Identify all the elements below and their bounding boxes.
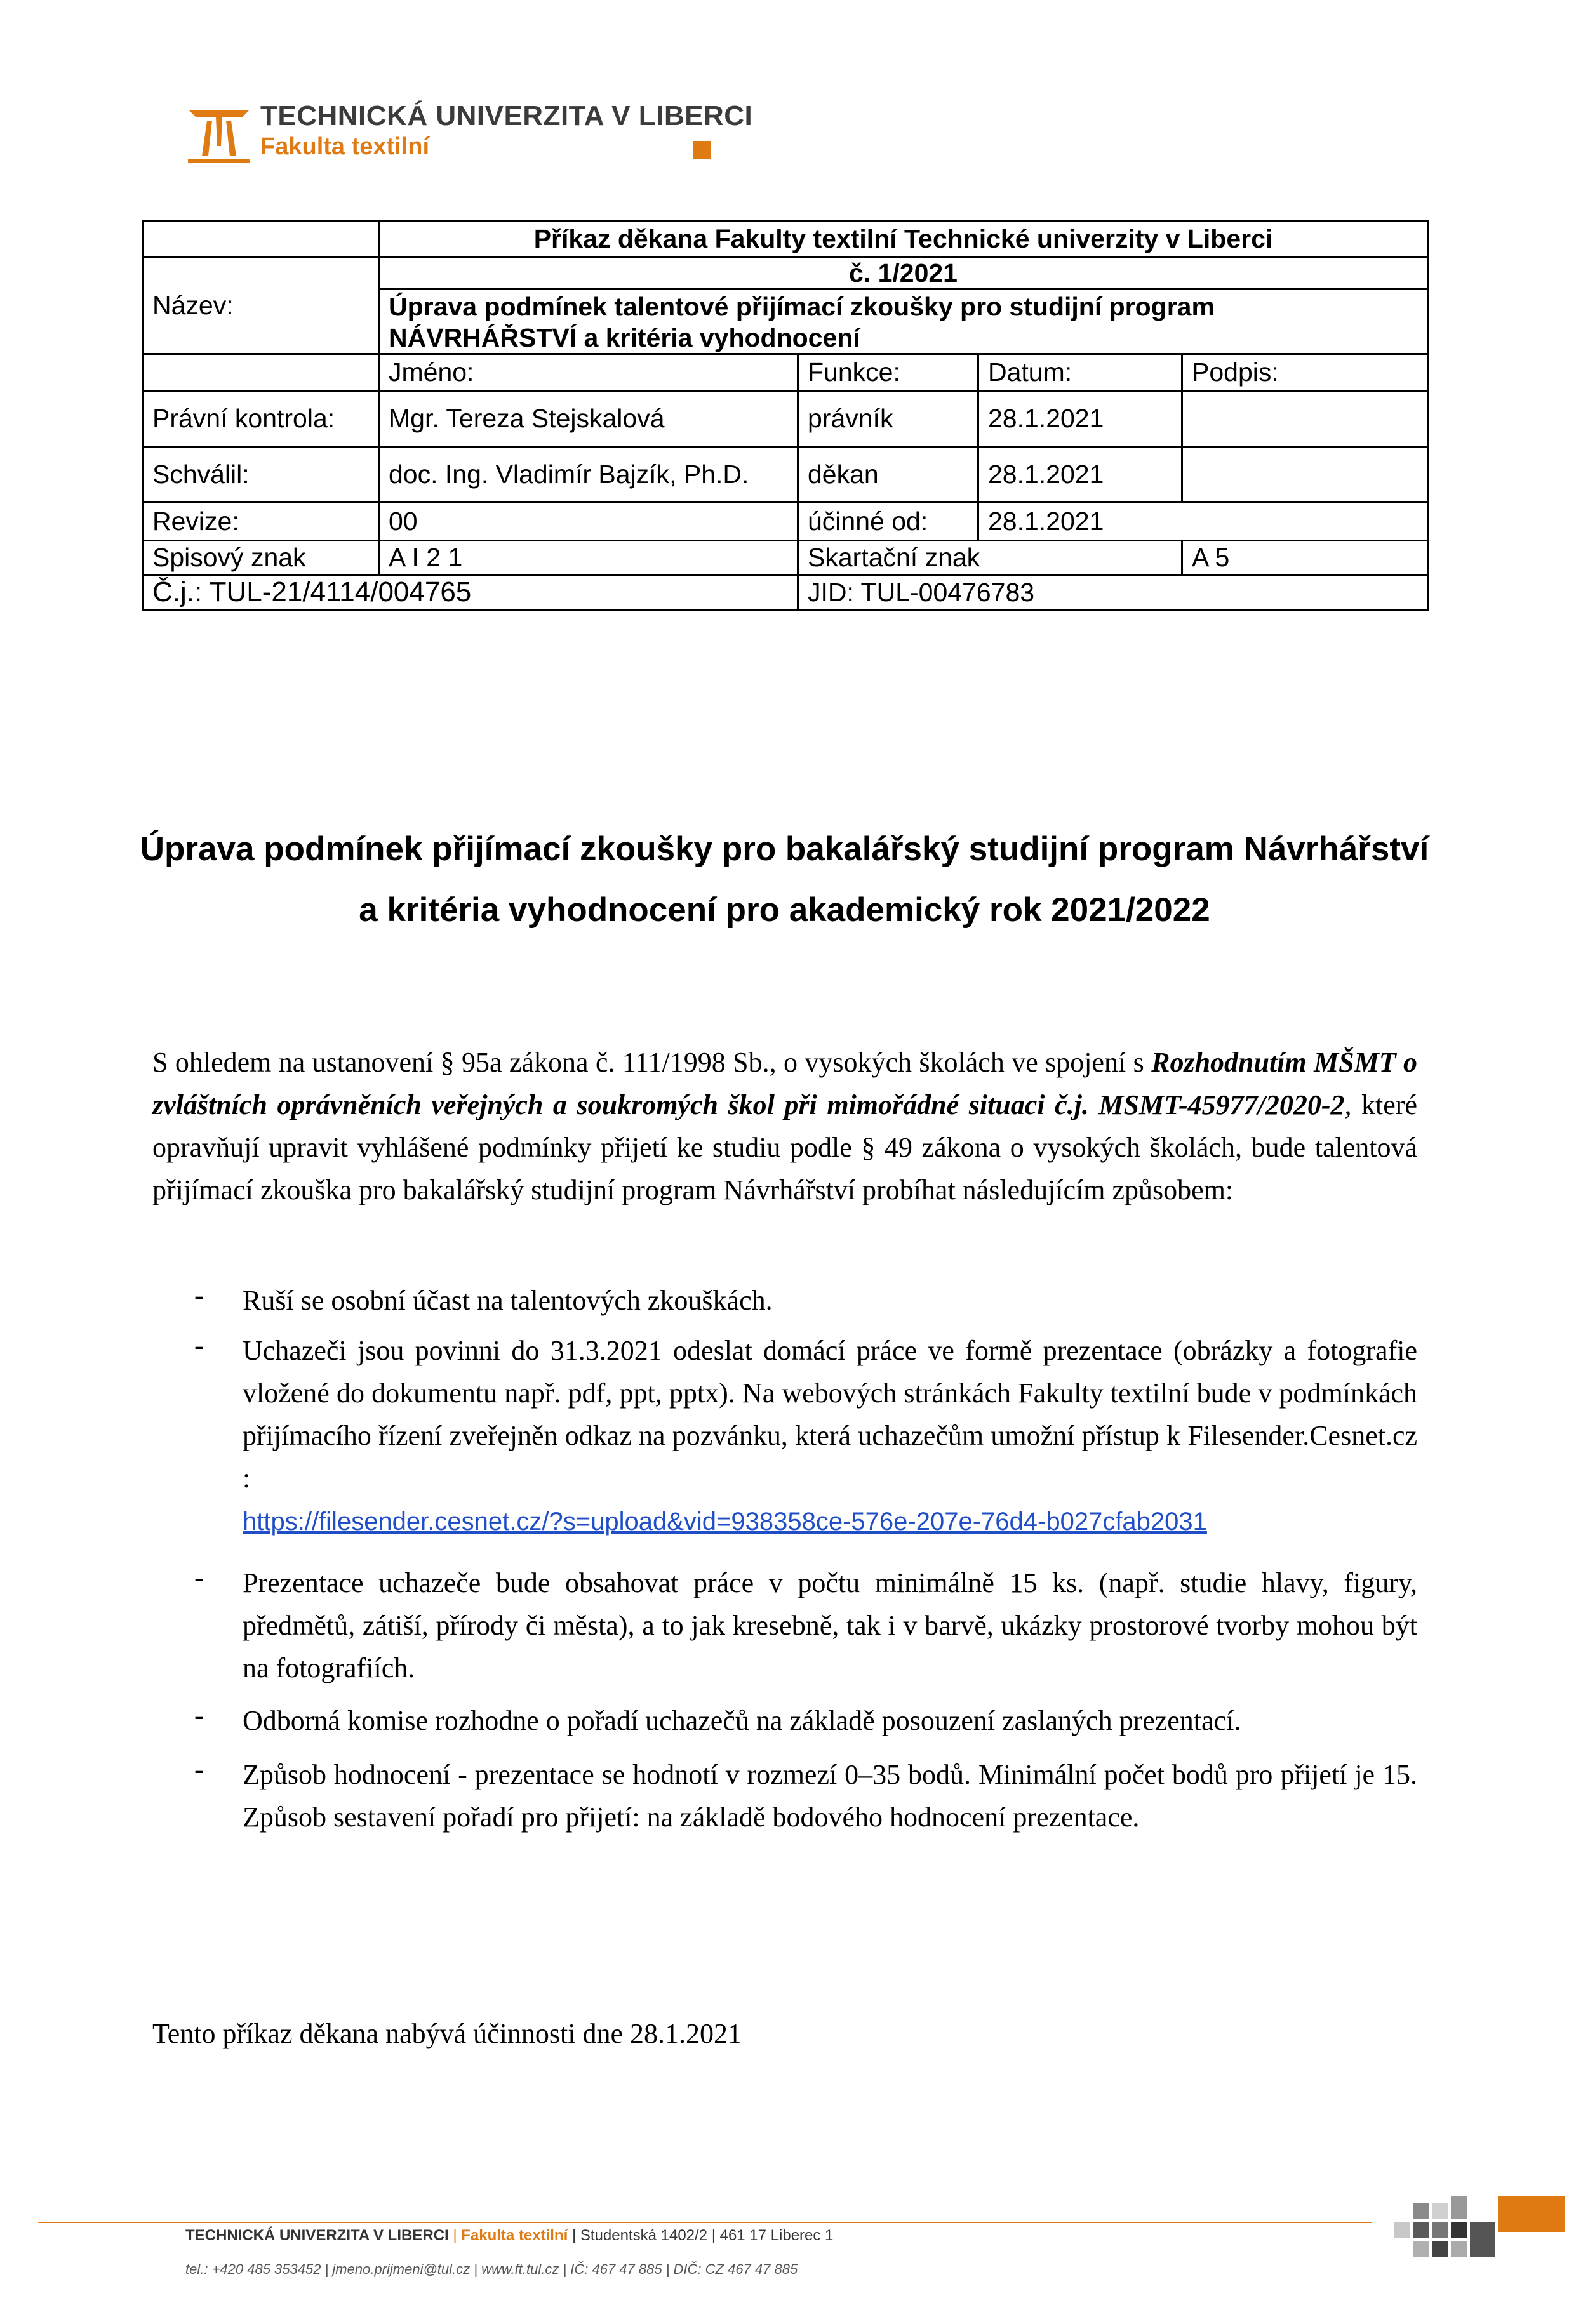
spisovy-value: A I 2 1 [379, 541, 798, 575]
col-jmeno: Jméno: [379, 354, 798, 391]
effective-date-statement: Tento příkaz děkana nabývá účinnosti dne 28.1.2021 [152, 2018, 742, 2049]
document-meta-table [142, 220, 1429, 611]
bullet-dash: - [194, 1562, 204, 1593]
footer-address: | Studentská 1402/2 | 461 17 Liberec 1 [568, 2227, 834, 2244]
bullet-item: Způsob hodnocení - prezentace se hodnotí v rozmezí 0–35 bodů. Minimální počet bodů pro přijetí je 15. Způsob sestavení pořadí pro přijetí: na základě bodového hodnocení prezentace. [243, 1759, 1417, 1833]
pravni-podpis [1182, 391, 1428, 447]
intro-text-b: , které opravňují upravit vyhlášené podmínky přijetí ke studiu podle § 49 zákona o vysokých školách, bude talentová přijímací zkouška pro bakalářský studijní program Návrhářství probíhat následujícím způsobem: [152, 1089, 1417, 1205]
pravni-jmeno: Mgr. Tereza Stejskalová [379, 391, 798, 447]
schvalil-funkce: děkan [798, 447, 978, 503]
jid-number: JID: TUL-00476783 [798, 575, 1428, 611]
nazev-label: Název: [143, 258, 379, 354]
spisovy-label: Spisový znak [143, 541, 379, 575]
footer-divider [38, 2222, 1372, 2223]
bullet-item: Uchazeči jsou povinni do 31.3.2021 odeslat domácí práce ve formě prezentace (obrázky a fotografie vložené do dokumentu např. pdf, ppt, pptx). Na webových stránkách Fakulty textilní bude v podmínkách přijímacího řízení zveřejněn odkaz na pozvánku, která uchazečům umožní přístup k Filesender.Cesnet.cz : [243, 1335, 1417, 1494]
ucinne-value: 28.1.2021 [978, 503, 1428, 541]
schvalil-jmeno: doc. Ing. Vladimír Bajzík, Ph.D. [379, 447, 798, 503]
bullet-dash: - [194, 1330, 204, 1361]
bullet-item: Odborná komise rozhodne o pořadí uchazečů na základě posouzení zaslaných prezentací. [243, 1705, 1241, 1736]
intro-text-a: S ohledem na ustanovení § 95a zákona č. 111/1998 Sb., o vysokých školách ve spojení s [152, 1047, 1152, 1078]
bullet-dash: - [194, 1754, 204, 1785]
university-logo [184, 102, 254, 165]
footer-contacts: tel.: +420 485 353452 | jmeno.prijmeni@tul.cz | www.ft.tul.cz | IČ: 467 47 885 | DIČ: CZ 467 47 885 [185, 2261, 798, 2277]
pravni-datum: 28.1.2021 [978, 391, 1182, 447]
skartacni-value: A 5 [1182, 541, 1428, 575]
bullet-item: Ruší se osobní účast na talentových zkouškách. [243, 1285, 773, 1316]
schvalil-label: Schválil: [143, 447, 379, 503]
schvalil-datum: 28.1.2021 [978, 447, 1182, 503]
footer-separator: | [448, 2227, 462, 2244]
nazev-value-line1: Úprava podmínek talentové přijímací zkoušky pro studijní program [379, 289, 1428, 324]
empty-cell [143, 354, 379, 391]
filesender-link[interactable]: https://filesender.cesnet.cz/?s=upload&vid=938358ce-576e-207e-76d4-b027cfab2031 [243, 1508, 1207, 1536]
revize-label: Revize: [143, 503, 379, 541]
bullet-dash: - [194, 1700, 204, 1731]
footer-address-line [185, 2227, 833, 2245]
revize-value: 00 [379, 503, 798, 541]
bullet-item: Prezentace uchazeče bude obsahovat práce v počtu minimálně 15 ks. (např. studie hlavy, figury, předmětů, zátiší, přírody či města), a to jak kresebně, tak i v barvě, ukázky prostorové tvorby mohou být na fotografiích. [243, 1567, 1417, 1683]
schvalil-podpis [1182, 447, 1428, 503]
col-podpis: Podpis: [1182, 354, 1428, 391]
footer-mosaic-graphic [1394, 2196, 1565, 2273]
document-title-line1: Úprava podmínek přijímací zkoušky pro bakalářský studijní program Návrhářství [140, 830, 1429, 868]
pravni-funkce: právník [798, 391, 978, 447]
col-funkce: Funkce: [798, 354, 978, 391]
logo-accent-square [693, 141, 711, 159]
footer-faculty: Fakulta textilní [461, 2227, 568, 2244]
skartacni-label: Skartační znak [798, 541, 1182, 575]
col-datum: Datum: [978, 354, 1182, 391]
intro-italic-reference: Rozhodnutím MŠMT o zvláštních oprávněních veřejných a soukromých škol při mimořádné situaci č.j. MSMT-45977/2020-2 [152, 1047, 1418, 1120]
faculty-name: Fakulta textilní [260, 133, 430, 160]
nazev-value-line2: NÁVRHÁŘSTVÍ a kritéria vyhodnocení [379, 324, 1428, 354]
cj-number: Č.j.: TUL-21/4114/004765 [143, 575, 798, 611]
document-title [0, 819, 1569, 941]
footer-university: TECHNICKÁ UNIVERZITA V LIBERCI [185, 2227, 449, 2244]
university-name: TECHNICKÁ UNIVERZITA V LIBERCI [260, 100, 753, 131]
intro-paragraph [152, 1041, 1417, 1211]
order-number: č. 1/2021 [379, 258, 1428, 289]
order-heading: Příkaz děkana Fakulty textilní Technické univerzity v Liberci [379, 221, 1428, 258]
document-title-line2: a kritéria vyhodnocení pro akademický rok 2021/2022 [359, 891, 1210, 929]
pravni-label: Právní kontrola: [143, 391, 379, 447]
bullet-dash: - [194, 1280, 204, 1311]
ucinne-label: účinné od: [798, 503, 978, 541]
